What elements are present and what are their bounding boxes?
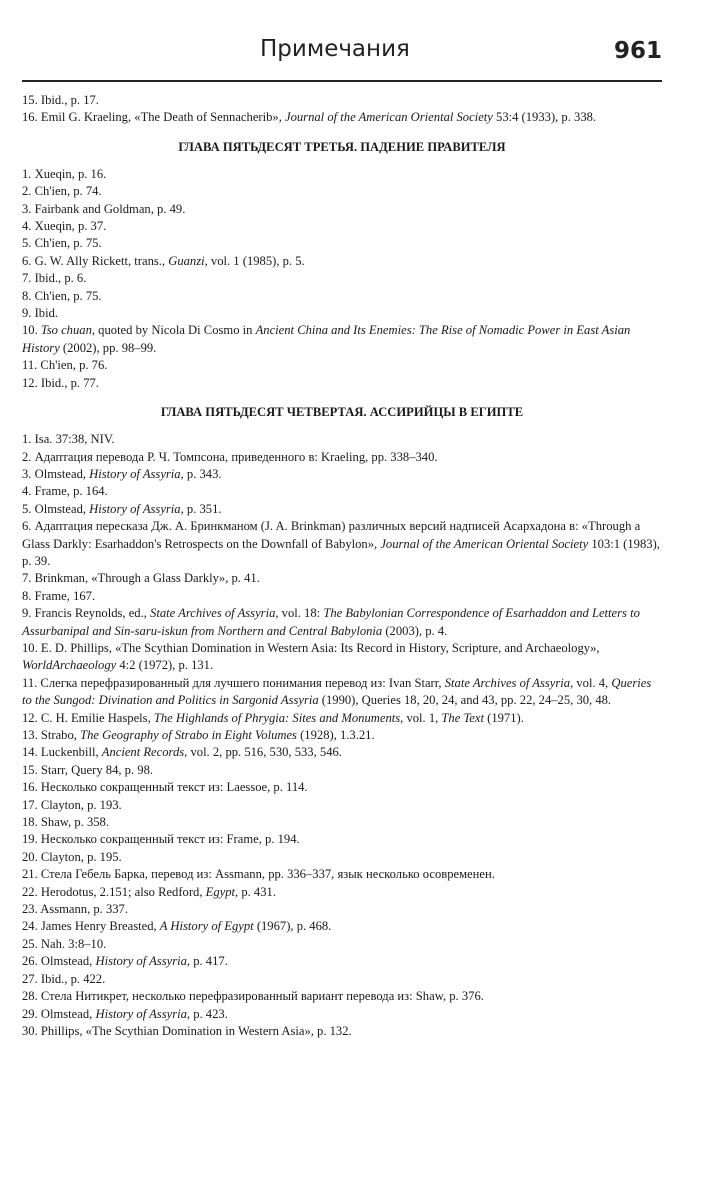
endnote: 22. Herodotus, 2.151; also Redford, Egypt, p. 431. [22, 884, 276, 899]
endnote: 9. Ibid. [22, 306, 59, 321]
endnote: 23. Assmann, p. 337. [22, 902, 129, 917]
endnote: 24. James Henry Breasted, A History of Egypt (1967), p. 468. [22, 919, 332, 934]
italic-title: History of Assyria [89, 501, 181, 516]
italic-title: Ancient China and Its Enemies: The Rise of Nomadic Power in East Asian History [22, 323, 631, 355]
notes-body [22, 92, 662, 1040]
italic-title: History of Assyria [89, 466, 181, 481]
endnote: 15. Starr, Query 84, p. 98. [22, 762, 154, 777]
endnote: 17. Clayton, p. 193. [22, 797, 122, 812]
endnote: 11. Ch'ien, p. 76. [22, 358, 108, 373]
chapter-heading: ГЛАВА ПЯТЬДЕСЯТ ТРЕТЬЯ. ПАДЕНИЕ ПРАВИТЕЛЯ [178, 139, 506, 154]
notes-section [22, 92, 662, 127]
endnote: 19. Несколько сокращенный текст из: Frame, p. 194. [22, 832, 300, 847]
endnote: 20. Clayton, p. 195. [22, 849, 122, 864]
endnote: 2. Адаптация перевода Р. Ч. Томпсона, приведенного в: Kraeling, pp. 338–340. [22, 449, 438, 464]
page-number: 961 [613, 38, 662, 64]
endnote: 5. Ch'ien, p. 75. [22, 236, 102, 251]
endnote: 14. Luckenbill, Ancient Records, vol. 2, pp. 516, 530, 533, 546. [22, 745, 342, 760]
endnote: 16. Emil G. Kraeling, «The Death of Sennacherib», Journal of the American Oriental Society 53:4 (1933), p. 338. [22, 110, 597, 125]
italic-title: The Highlands of Phrygia: Sites and Monuments [153, 710, 401, 725]
endnote: 1. Isa. 37:38, NIV. [22, 432, 115, 447]
italic-title: Egypt [205, 884, 236, 899]
endnote: 18. Shaw, p. 358. [22, 815, 109, 830]
endnote: 3. Fairbank and Goldman, p. 49. [22, 201, 186, 216]
italic-title: Journal of the American Oriental Society [380, 536, 589, 551]
italic-title: The Geography of Strabo in Eight Volumes [80, 728, 297, 742]
italic-title: The Text [441, 710, 484, 725]
notes-section [22, 404, 662, 1040]
endnote: 30. Phillips, «The Scythian Domination in Western Asia», p. 132. [22, 1023, 352, 1038]
running-title: Примечания [260, 36, 410, 62]
italic-title: The Babylonian Correspondence of Esarhaddon and Letters to Assurbanipal and Sin-saru-iskun from Northern and Central Babylonia [22, 606, 640, 638]
endnote: 11. Слегка перефразированный для лучшего понимания перевод из: Ivan Starr, State Archives of Assyria, vol. 4, Queries to the Sungod: Divination and Politics in Sargonid Assyria (1990), Queries 18, 20, 24, and 43, pp. 22, 24–25, 30, 48. [22, 675, 652, 708]
endnote: 29. Olmstead, History of Assyria, p. 423. [22, 1006, 228, 1021]
endnote: 13. Strabo, The Geography of Strabo in Eight Volumes (1928), 1.3.21. [22, 728, 375, 742]
endnote: 6. Адаптация пересказа Дж. А. Бринкманом (J. A. Brinkman) различных версий надписей Асархадона в: «Through a Glass Darkly: Esarhaddon's Retrospects on the Downfall of Babylon», Journal of the American Oriental Society 103:1 (1983), p. 39. [22, 519, 660, 568]
endnote: 4. Frame, p. 164. [22, 484, 108, 499]
endnote: 12. C. H. Emilie Haspels, The Highlands of Phrygia: Sites and Monuments, vol. 1, The Text (1971). [22, 710, 524, 725]
italic-title: State Archives of Assyria [150, 606, 276, 621]
endnote: 3. Olmstead, History of Assyria, p. 343. [22, 466, 222, 481]
endnote: 25. Nah. 3:8–10. [22, 936, 107, 951]
page-header [22, 34, 662, 82]
italic-title: History of Assyria [95, 1006, 187, 1021]
italic-title: Tso chuan [40, 323, 92, 338]
endnote: 7. Ibid., p. 6. [22, 271, 87, 286]
italic-title: Journal of the American Oriental Society [285, 110, 493, 125]
endnote: 6. G. W. Ally Rickett, trans., Guanzi, vol. 1 (1985), p. 5. [22, 253, 305, 268]
italic-title: Ancient Records [101, 745, 185, 760]
endnote: 9. Francis Reynolds, ed., State Archives of Assyria, vol. 18: The Babylonian Correspondence of Esarhaddon and Letters to Assurbanipal and Sin-saru-iskun from Northern and Central Babylonia (2003), p. 4. [22, 606, 640, 638]
endnote: 10. Tso chuan, quoted by Nicola Di Cosmo in Ancient China and Its Enemies: The Rise of Nomadic Power in East Asian History (2002), pp. 98–99. [22, 323, 631, 355]
endnote: 16. Несколько сокращенный текст из: Laessoe, p. 114. [22, 780, 308, 795]
endnote: 4. Xueqin, p. 37. [22, 219, 107, 234]
endnote: 15. Ibid., p. 17. [22, 93, 99, 107]
endnote: 12. Ibid., p. 77. [22, 375, 99, 390]
endnote: 28. Стела Нитикрет, несколько перефразированный вариант перевода из: Shaw, p. 376. [22, 989, 484, 1004]
endnote: 1. Xueqin, p. 16. [22, 166, 107, 181]
italic-title: State Archives of Assyria [444, 675, 571, 690]
italic-title: A History of Egypt [159, 919, 254, 934]
italic-title: WorldArchaeology [22, 658, 117, 673]
endnote: 21. Стела Гебель Барка, перевод из: Assmann, pp. 336–337, язык несколько осовременен. [22, 867, 495, 882]
endnote: 10. E. D. Phillips, «The Scythian Domination in Western Asia: Its Record in History, Scripture, and Archaeology», WorldArchaeology 4:2 (1972), p. 131. [22, 640, 600, 673]
endnote: 2. Ch'ien, p. 74. [22, 184, 102, 199]
italic-title: Queries to the Sungod: Divination and Politics in Sargonid Assyria [22, 675, 652, 708]
endnote: 8. Ch'ien, p. 75. [22, 288, 102, 303]
endnote: 8. Frame, 167. [22, 588, 96, 603]
italic-title: Guanzi [168, 253, 205, 268]
italic-title: History of Assyria [95, 954, 187, 969]
endnote: 5. Olmstead, History of Assyria, p. 351. [22, 501, 222, 516]
notes-section [22, 139, 662, 392]
chapter-heading: ГЛАВА ПЯТЬДЕСЯТ ЧЕТВЕРТАЯ. АССИРИЙЦЫ В ЕГИПТЕ [160, 405, 524, 420]
endnote: 7. Brinkman, «Through a Glass Darkly», p. 41. [22, 571, 260, 586]
endnote: 27. Ibid., p. 422. [22, 971, 106, 986]
endnote: 26. Olmstead, History of Assyria, p. 417. [22, 954, 228, 969]
